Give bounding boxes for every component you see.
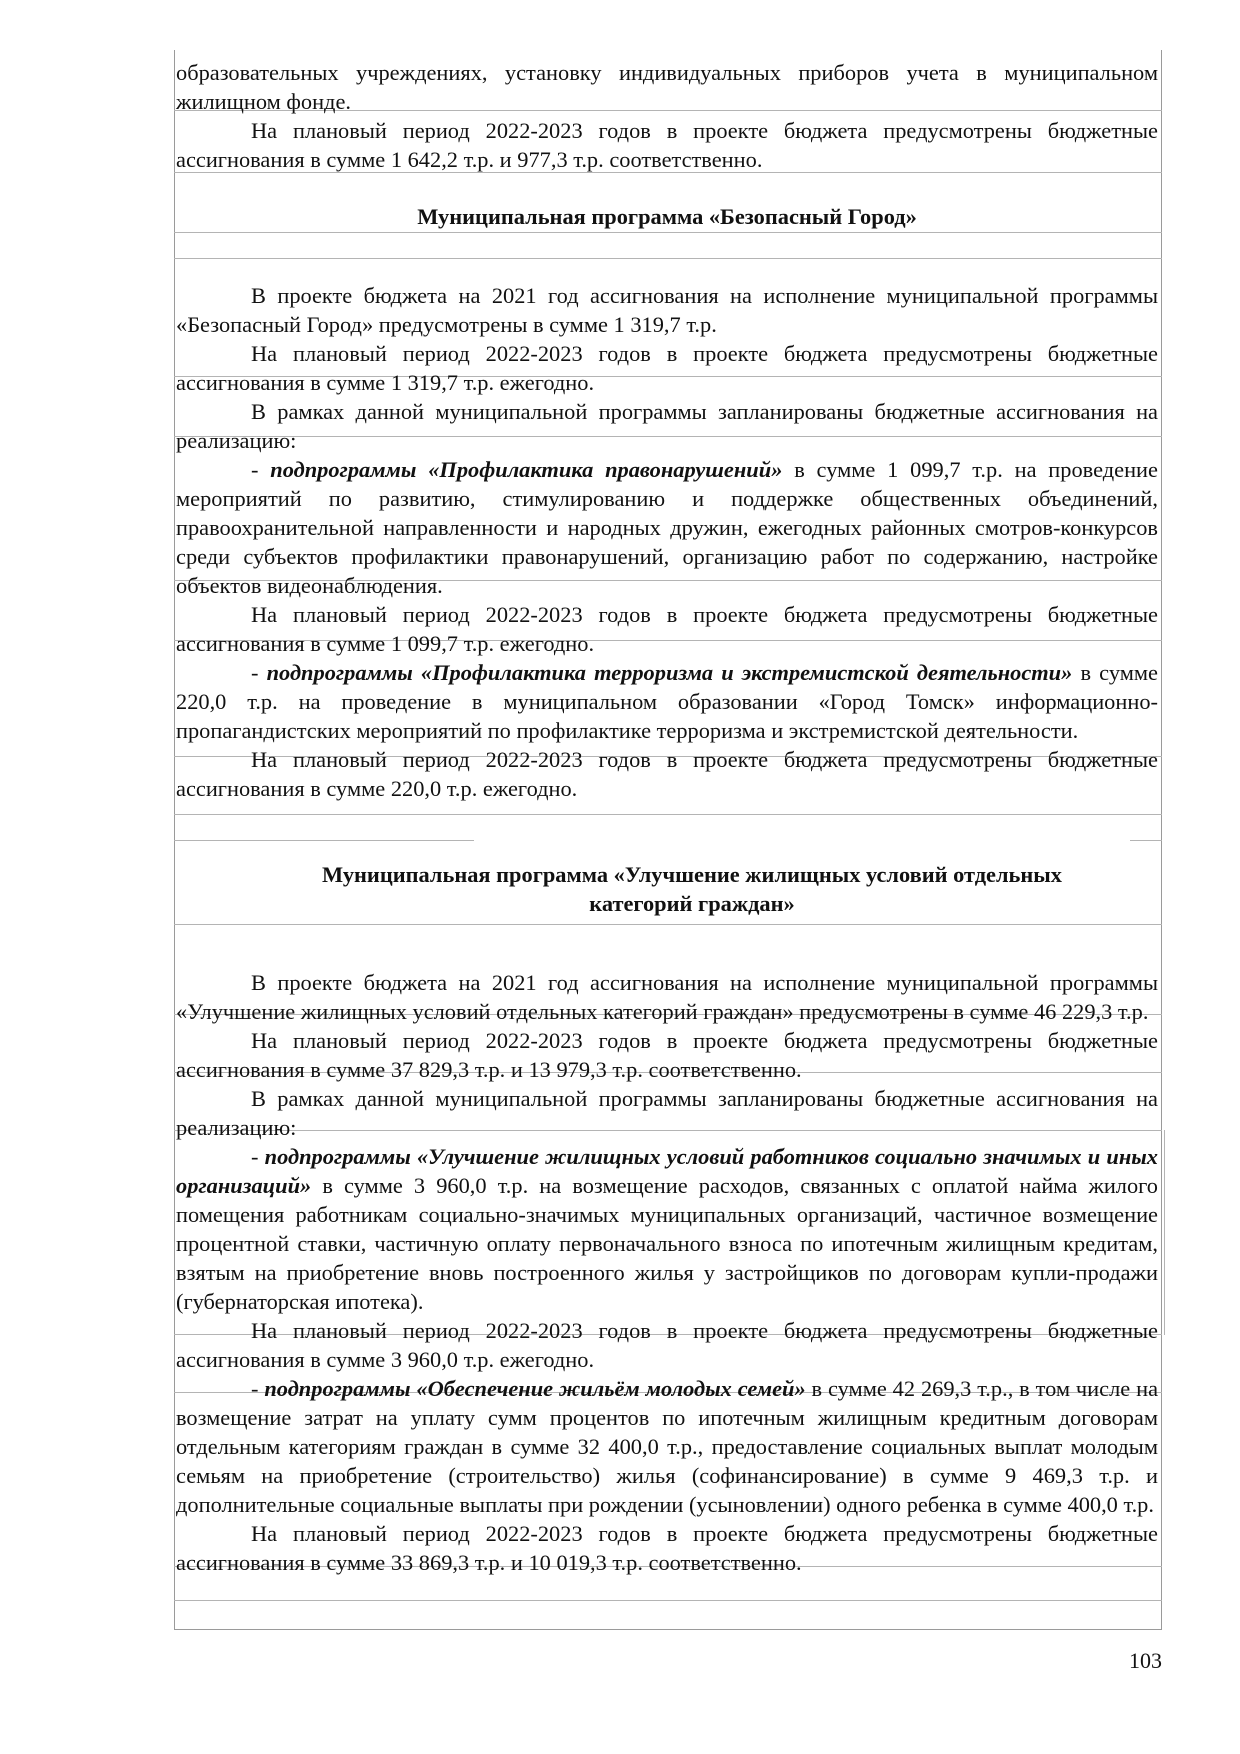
housing-paragraph-1: В проекте бюджета на 2021 год ассигнования на исполнение муниципальной программы «Улучшение жилищных условий отдельных категорий граждан» предусмотрены в сумме 46 229,3 т.р. [176, 970, 1158, 1024]
section-heading-housing: Муниципальная программа «Улучшение жилищных условий отдельных категорий граждан» [322, 862, 1062, 916]
safe-city-subprogram-1-plan: На плановый период 2022-2023 годов в проекте бюджета предусмотрены бюджетные ассигнования в сумме 1 099,7 т.р. ежегодно. [176, 602, 1158, 656]
housing-subprogram-2: - подпрограммы «Обеспечение жильём молодых семей» в сумме 42 269,3 т.р., в том числе на возмещение затрат на уплату сумм процентов по ипотечным жилищным кредитным договорам отдельным категориям граждан в сумме 32 400,0 т.р., предоставление социальных выплат молодым семьям на приобретение (строительство) жилья (софинансирование) в сумме 9 469,3 т.р. и дополнительные социальные выплаты при рождении (усыновлении) одного ребенка в сумме 400,0 т.р. [176, 1376, 1159, 1517]
safe-city-paragraph-1: В проекте бюджета на 2021 год ассигнования на исполнение муниципальной программы «Безопасный Город» предусмотрены в сумме 1 319,7 т.р. [176, 283, 1158, 337]
grid-line [174, 1600, 1162, 1601]
safe-city-subprogram-2-plan: На плановый период 2022-2023 годов в проекте бюджета предусмотрены бюджетные ассигнования в сумме 220,0 т.р. ежегодно. [176, 747, 1158, 801]
intro-paragraph-2: На плановый период 2022-2023 годов в проекте бюджета предусмотрены бюджетные ассигнования в сумме 1 642,2 т.р. и 977,3 т.р. соответственно. [176, 118, 1158, 172]
subprogram-title: подпрограммы «Профилактика правонарушений» [270, 457, 783, 482]
subprogram-title: подпрограммы «Улучшение жилищных условий работников социально значимых и иных организаций» [176, 1144, 1158, 1198]
section-heading-safe-city: Муниципальная программа «Безопасный Город» [417, 204, 917, 229]
safe-city-paragraph-3: В рамках данной муниципальной программы запланированы бюджетные ассигнования на реализацию: [176, 399, 1158, 453]
housing-paragraph-2: На плановый период 2022-2023 годов в проекте бюджета предусмотрены бюджетные ассигнования в сумме 37 829,3 т.р. и 13 979,3 т.р. соответственно. [176, 1028, 1158, 1082]
housing-paragraph-3: В рамках данной муниципальной программы запланированы бюджетные ассигнования на реализацию: [176, 1086, 1158, 1140]
housing-subprogram-1-plan: На плановый период 2022-2023 годов в проекте бюджета предусмотрены бюджетные ассигнования в сумме 3 960,0 т.р. ежегодно. [176, 1318, 1158, 1372]
intro-paragraph-1: образовательных учреждениях, установку индивидуальных приборов учета в муниципальном жилищном фонде. [176, 60, 1158, 114]
housing-subprogram-2-plan: На плановый период 2022-2023 годов в проекте бюджета предусмотрены бюджетные ассигнования в сумме 33 869,3 т.р. и 10 019,3 т.р. соответственно. [176, 1521, 1158, 1575]
grid-line [1164, 1130, 1165, 1335]
safe-city-paragraph-2: На плановый период 2022-2023 годов в проекте бюджета предусмотрены бюджетные ассигнования в сумме 1 319,7 т.р. ежегодно. [176, 341, 1158, 395]
page-number: 103 [1129, 1648, 1162, 1673]
housing-subprogram-1: - подпрограммы «Улучшение жилищных условий работников социально значимых и иных организаций» в сумме 3 960,0 т.р. на возмещение расходов, связанных с оплатой найма жилого помещения работникам социально-значимых муниципальных организаций, частичное возмещение процентной ставки, частичную оплату первоначального взноса по ипотечным жилищным кредитам, взятым на приобретение вновь построенного жилья у застройщиков по договорам купли-продажи (губернаторская ипотека). [176, 1144, 1158, 1314]
safe-city-subprogram-2: - подпрограммы «Профилактика терроризма и экстремистской деятельности» в сумме 220,0 т.р. на проведение в муниципальном образовании «Город Томск» информационно-пропагандистских мероприятий по профилактике терроризма и экстремистской деятельности. [176, 660, 1158, 743]
subprogram-title: подпрограммы «Обеспечение жильём молодых семей» [264, 1376, 806, 1401]
subprogram-title: подпрограммы «Профилактика терроризма и экстремистской деятельности» [266, 660, 1073, 685]
safe-city-subprogram-1: - подпрограммы «Профилактика правонарушений» в сумме 1 099,7 т.р. на проведение мероприятий по развитию, стимулированию и поддержке общественных объединений, правоохранительной направленности и народных дружин, ежегодных районных смотров-конкурсов среди субъектов профилактики правонарушений, организацию работ по содержанию, настройке объектов видеонаблюдения. [176, 457, 1158, 598]
page-body [176, 58, 1158, 1577]
